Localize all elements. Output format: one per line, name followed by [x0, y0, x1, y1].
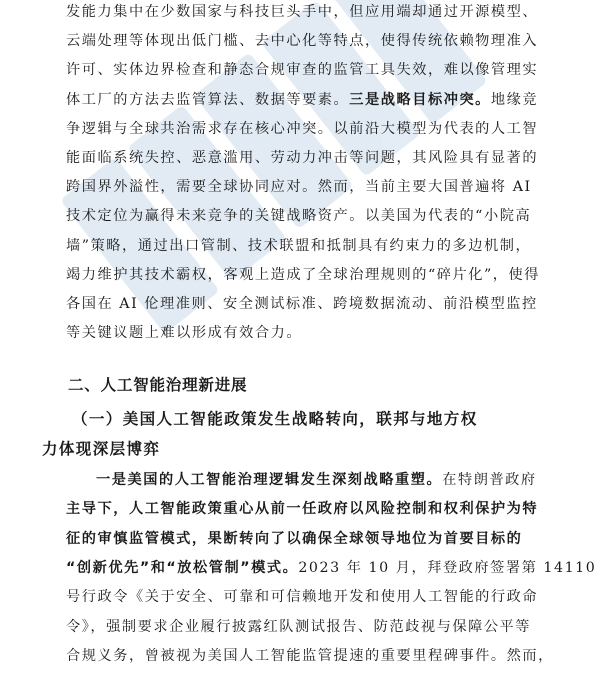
- text-line: [66, 90, 538, 110]
- text-line: [66, 294, 538, 314]
- text-run: 云端处理等体现出低门槛、去中心化等特点，使得传统依赖物理准入: [66, 33, 539, 50]
- text-run: 跨国界外溢性，需要全球协同应对。然而，当前主要大国普遍将 AI: [66, 179, 532, 196]
- text-run: 2023 年 10 月，拜登政府签署第 14110: [298, 559, 596, 576]
- bold-text-run: 三是战略目标冲突。: [349, 91, 491, 108]
- subsection-heading-line-2: 力体现深层博弈: [42, 440, 161, 458]
- text-line: [66, 60, 538, 80]
- bold-text-run: 征的审慎监管模式，果断转向了以确保全球领导地位为首要目标的: [66, 530, 523, 547]
- text-run: 等关键议题上难以形成有效合力。: [66, 325, 303, 342]
- text-run: 令》，强制要求企业履行披露红队测试报告、防范歧视与保障公平等: [66, 618, 532, 635]
- text-line: [66, 499, 538, 519]
- text-line: [66, 529, 522, 549]
- text-run: 墙”策略，通过出口管制、技术联盟和抵制具有约束力的多边机制，: [66, 237, 532, 254]
- text-run: 在特朗普政府: [442, 472, 537, 488]
- text-line: [66, 323, 302, 343]
- section-heading: 二、人工智能治理新进展: [68, 376, 248, 394]
- text-run: 技术定位为赢得未来竞争的关键战略资产。以美国为代表的“小院高: [66, 208, 532, 225]
- text-run: 许可、实体边界检查和静态合规审查的监管工具失效，难以像管理实: [66, 62, 539, 79]
- text-run: 体工厂的方法去监管算法、数据等要素。: [66, 91, 350, 108]
- text-line: [66, 646, 554, 666]
- text-line: [66, 2, 538, 22]
- text-run: 竭力维护其技术霸权，客观上造成了全球治理规则的“碎片化”，使得: [66, 266, 540, 283]
- text-run: 能面临系统失控、恶意滥用、劳动力冲击等问题，其风险具有显著的: [66, 150, 539, 166]
- bold-text-run: 主导下，人工智能政策重心从前一任政府以风险控制和权利保护为特: [66, 501, 539, 518]
- text-line: [66, 236, 531, 256]
- text-line: [66, 31, 538, 51]
- text-line: [66, 587, 538, 607]
- bold-text-run: “创新优先”和“放松管制”模式。: [66, 559, 299, 576]
- text-line: [66, 206, 531, 226]
- text-run: 地缘竞: [490, 91, 539, 108]
- text-run: 争逻辑与全球共治需求存在核心冲突。以前沿大模型为代表的人工智: [66, 120, 539, 137]
- text-run: 各国在 AI 伦理准则、安全测试标准、跨境数据流动、前沿模型监控: [66, 296, 538, 312]
- text-line: [66, 558, 596, 578]
- text-run: 发能力集中在少数国家与科技巨头手中，但应用端却通过开源模型、: [66, 4, 539, 20]
- text-line: [66, 617, 531, 637]
- text-run: 号行政令《关于安全、可靠和可信赖地开发和使用人工智能的行政命: [66, 589, 539, 606]
- text-line: [66, 177, 532, 197]
- bold-text-run: 一是美国的人工智能治理逻辑发生深刻战略重塑。: [96, 472, 443, 488]
- text-line: [96, 470, 537, 490]
- text-line: [66, 148, 538, 168]
- subsection-heading-line-1: （一）美国人工智能政策发生战略转向，联邦与地方权: [72, 410, 478, 428]
- text-line: [66, 119, 538, 139]
- text-run: 合规义务，曾被视为美国人工智能监管提速的重要里程碑事件。然而，: [66, 647, 554, 664]
- text-line: [66, 265, 540, 285]
